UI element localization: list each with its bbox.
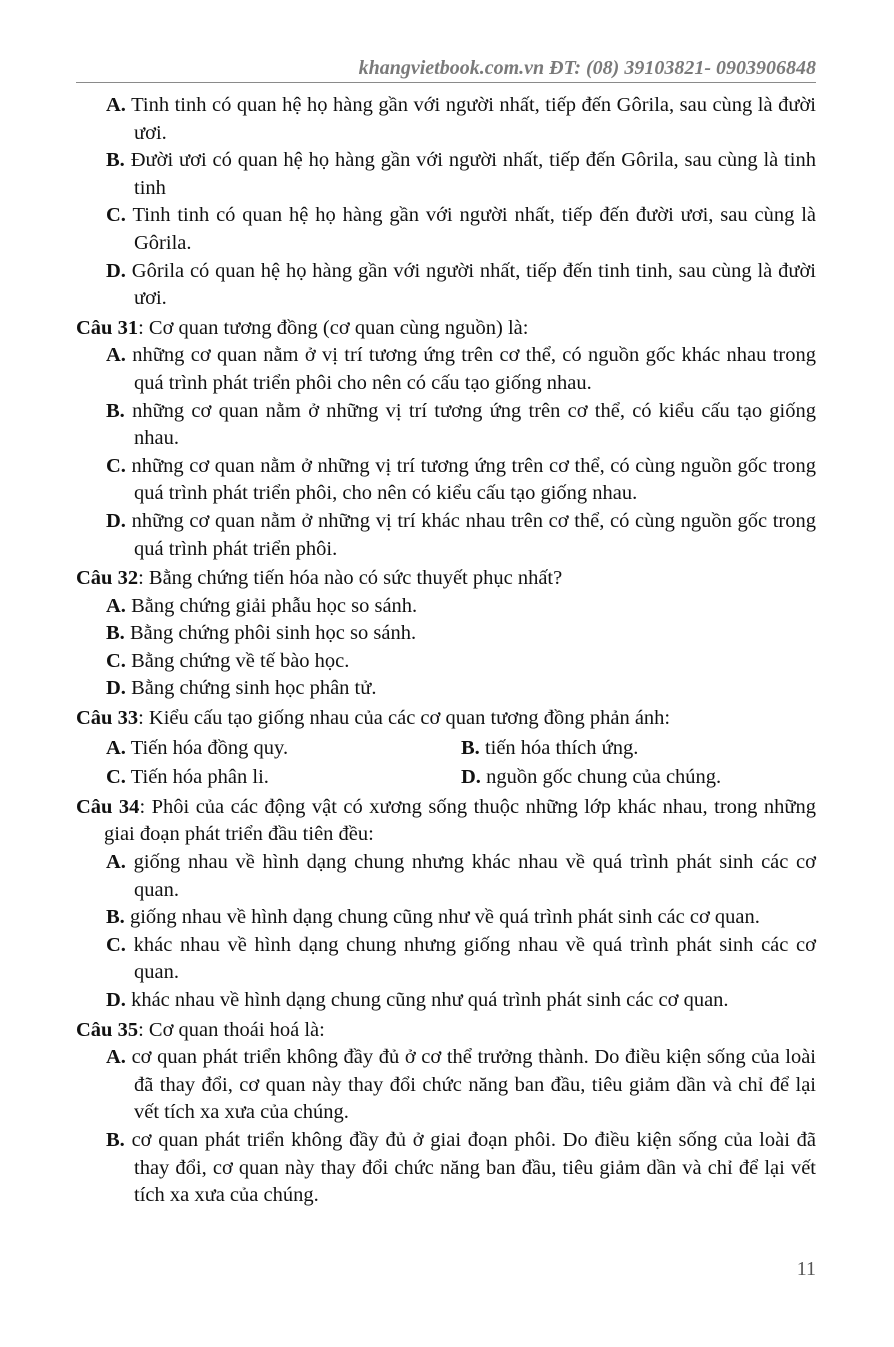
option-d	[76, 675, 816, 703]
option-text: Gôrila có quan hệ họ hàng gần với người nhất, tiếp đến tinh tinh, sau cùng là đười ươi.	[131, 259, 816, 310]
page-number: 11	[796, 1258, 816, 1280]
option-c	[76, 453, 816, 508]
option-letter: A.	[106, 344, 126, 367]
question-text: : Bằng chứng tiến hóa nào có sức thuyết phục nhất?	[138, 567, 563, 590]
option-d	[76, 987, 816, 1015]
page-header: khangvietbook.com.vn ĐT: (08) 39103821- 0903906848	[358, 57, 816, 79]
question-number: Câu 35	[76, 1018, 139, 1041]
option-a	[76, 1044, 816, 1127]
option-text: cơ quan phát triển không đầy đủ ở giai đoạn phôi. Do điều kiện sống của loài đã thay đổi, cơ quan này thay đổi chức năng ban đầu, tiêu giảm dần và chỉ để lại vết tích xa xưa của chúng.	[131, 1128, 817, 1207]
option-a	[76, 849, 816, 904]
option-a	[76, 92, 816, 147]
option-letter: B.	[461, 736, 480, 759]
option-d	[76, 258, 816, 313]
option-row	[76, 764, 816, 792]
question-33	[76, 705, 816, 733]
option-text: cơ quan phát triển không đầy đủ ở cơ thể trưởng thành. Do điều kiện sống của loài đã thay đổi, cơ quan này thay đổi chức năng ban đầu, tiêu giảm dần và chỉ để lại vết tích xa xưa của chúng.	[131, 1046, 817, 1124]
option-text: Tinh tinh có quan hệ họ hàng gần với người nhất, tiếp đến Gôrila, sau cùng là đười ươi.	[131, 94, 817, 144]
option-text: giống nhau về hình dạng chung cũng như về quá trình phát sinh các cơ quan.	[129, 906, 760, 929]
question-text: : Kiểu cấu tạo giống nhau của các cơ quan tương đồng phản ánh:	[138, 707, 671, 730]
option-text: những cơ quan nằm ở những vị trí tương ứng trên cơ thể, có kiểu cấu tạo giống nhau.	[132, 399, 816, 450]
option-letter: C.	[106, 454, 126, 477]
option-text: Bằng chứng phôi sinh học so sánh.	[129, 622, 417, 645]
option-text: Tiến hóa phân li.	[130, 766, 269, 789]
option-b	[76, 620, 816, 648]
option-c	[76, 202, 816, 257]
option-text: Bằng chứng giải phẫu học so sánh.	[131, 594, 418, 617]
option-letter: C.	[106, 933, 126, 956]
option-letter: A.	[106, 736, 126, 759]
option-text: tiến hóa thích ứng.	[484, 736, 639, 759]
option-letter: C.	[106, 204, 126, 227]
option-letter: B.	[106, 622, 125, 645]
option-text: những cơ quan nằm ở những vị trí tương ứng trên cơ thể, có cùng nguồn gốc trong quá trình phát triển phôi, cho nên có kiểu cấu tạo giống nhau.	[131, 454, 816, 505]
question-number: Câu 34	[76, 795, 140, 818]
option-b	[76, 398, 816, 453]
page-content	[76, 92, 816, 1210]
option-letter: A.	[106, 94, 126, 116]
option-text: những cơ quan nằm ở những vị trí khác nhau trên cơ thể, có cùng nguồn gốc trong quá trình phát triển phôi.	[131, 509, 817, 560]
question-number: Câu 31	[76, 316, 139, 339]
option-letter: D.	[106, 989, 126, 1011]
option-text: những cơ quan nằm ở vị trí tương ứng trên cơ thể, có nguồn gốc khác nhau trong quá trình phát triển phôi cho nên có cấu tạo giống nhau.	[132, 344, 817, 394]
option-c	[106, 764, 461, 792]
option-d	[76, 508, 816, 563]
option-text: khác nhau về hình dạng chung cũng như quá trình phát sinh các cơ quan.	[131, 989, 729, 1011]
option-letter: C.	[106, 766, 126, 789]
option-b	[76, 904, 816, 932]
option-letter: C.	[106, 649, 126, 672]
question-text: : Phôi của các động vật có xương sống thuộc những lớp khác nhau, trong những giai đoạn phát triển đầu tiên đều:	[104, 795, 816, 846]
option-letter: B.	[106, 1128, 125, 1151]
option-text: nguồn gốc chung của chúng.	[486, 766, 722, 789]
option-text: Bằng chứng sinh học phân tử.	[131, 677, 377, 700]
option-letter: D.	[106, 259, 126, 282]
option-letter: B.	[106, 399, 125, 422]
option-b	[461, 735, 816, 763]
option-b	[76, 1127, 816, 1210]
option-a	[106, 735, 461, 763]
question-number: Câu 33	[76, 707, 139, 730]
question-35	[76, 1017, 816, 1045]
option-c	[76, 648, 816, 676]
header-divider	[76, 82, 816, 83]
option-letter: D.	[106, 509, 126, 532]
question-32	[76, 565, 816, 593]
option-a	[76, 342, 816, 397]
option-d	[461, 764, 816, 792]
option-text: Tiến hóa đồng quy.	[130, 736, 289, 759]
option-b	[76, 147, 816, 202]
option-letter: B.	[106, 149, 125, 172]
question-number: Câu 32	[76, 567, 139, 590]
option-text: Tinh tinh có quan hệ họ hàng gần với người nhất, tiếp đến đười ươi, sau cùng là Gôrila.	[132, 204, 816, 254]
option-text: khác nhau về hình dạng chung nhưng giống nhau về quá trình phát sinh các cơ quan.	[133, 933, 816, 984]
option-text: Bằng chứng về tế bào học.	[131, 649, 350, 672]
question-text: : Cơ quan tương đồng (cơ quan cùng nguồn) là:	[138, 316, 529, 339]
option-letter: D.	[106, 677, 126, 700]
option-letter: A.	[106, 1046, 126, 1069]
option-letter: B.	[106, 906, 125, 929]
option-c	[76, 932, 816, 987]
option-a	[76, 593, 816, 621]
question-text: : Cơ quan thoái hoá là:	[138, 1018, 325, 1041]
option-letter: A.	[106, 851, 126, 874]
option-row	[76, 735, 816, 763]
option-letter: D.	[461, 766, 481, 789]
question-31	[76, 315, 816, 343]
option-text: Đười ươi có quan hệ họ hàng gần với người nhất, tiếp đến Gôrila, sau cùng là tinh tinh	[130, 149, 816, 199]
option-letter: A.	[106, 594, 126, 617]
option-text: giống nhau về hình dạng chung nhưng khác nhau về quá trình phát sinh các cơ quan.	[133, 851, 816, 901]
question-34	[76, 794, 816, 849]
